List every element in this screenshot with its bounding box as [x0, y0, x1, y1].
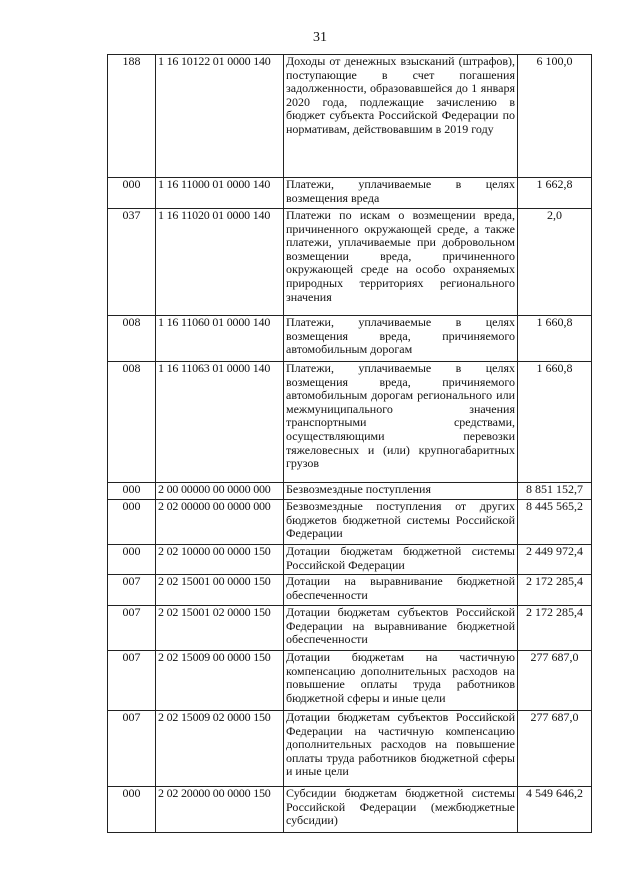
admin-code-cell: 000: [108, 545, 156, 575]
revenue-name-cell: Субсидии бюджетам бюджетной системы Российской Федерации (межбюджетные субсидии): [284, 787, 518, 833]
revenue-name-cell: Дотации бюджетам субъектов Российской Федерации на выравнивание бюджетной обеспеченности: [284, 606, 518, 651]
budget-classification-code-cell: 2 02 00000 00 0000 000: [156, 500, 284, 545]
table-row: [108, 500, 592, 545]
table-row: [108, 545, 592, 575]
admin-code-cell: 008: [108, 316, 156, 362]
budget-classification-code-cell: 2 02 15009 00 0000 150: [156, 651, 284, 711]
admin-code-cell: 000: [108, 500, 156, 545]
amount-cell: 277 687,0: [518, 651, 592, 711]
admin-code-cell: 008: [108, 362, 156, 483]
revenue-name-cell: Платежи, уплачиваемые в целях возмещения вреда: [284, 178, 518, 209]
revenue-name-cell: Дотации бюджетам бюджетной системы Российской Федерации: [284, 545, 518, 575]
budget-classification-code-cell: 2 02 10000 00 0000 150: [156, 545, 284, 575]
amount-cell: 6 100,0: [518, 55, 592, 178]
admin-code-cell: 007: [108, 606, 156, 651]
revenue-name-cell: Дотации бюджетам субъектов Российской Федерации на частичную компенсацию дополнительных расходов на повышение оплаты труда работников бюджетной сферы и иные цели: [284, 711, 518, 787]
budget-classification-code-cell: 1 16 10122 01 0000 140: [156, 55, 284, 178]
budget-classification-code-cell: 2 02 15001 02 0000 150: [156, 606, 284, 651]
admin-code-cell: 188: [108, 55, 156, 178]
budget-classification-code-cell: 2 02 15001 00 0000 150: [156, 575, 284, 606]
table-row: [108, 711, 592, 787]
table-row: [108, 362, 592, 483]
admin-code-cell: 000: [108, 483, 156, 500]
budget-classification-code-cell: 1 16 11000 01 0000 140: [156, 178, 284, 209]
admin-code-cell: 007: [108, 711, 156, 787]
budget-revenue-table: [107, 54, 592, 833]
admin-code-cell: 007: [108, 575, 156, 606]
table-row: [108, 209, 592, 316]
revenue-name-cell: Дотации на выравнивание бюджетной обеспеченности: [284, 575, 518, 606]
table-row: [108, 178, 592, 209]
revenue-name-cell: Платежи, уплачиваемые в целях возмещения вреда, причиняемого автомобильным дорогам: [284, 316, 518, 362]
amount-cell: 8 445 565,2: [518, 500, 592, 545]
revenue-name-cell: Безвозмездные поступления: [284, 483, 518, 500]
amount-cell: 8 851 152,7: [518, 483, 592, 500]
amount-cell: 277 687,0: [518, 711, 592, 787]
revenue-name-cell: Платежи по искам о возмещении вреда, причиненного окружающей среде, а также платежи, уплачиваемые при добровольном возмещении вреда, причиненного окружающей среде на особо охраняемых природных территориях регионального значения: [284, 209, 518, 316]
table-row: [108, 55, 592, 178]
table-row: [108, 606, 592, 651]
table-row: [108, 787, 592, 833]
admin-code-cell: 007: [108, 651, 156, 711]
budget-classification-code-cell: 1 16 11063 01 0000 140: [156, 362, 284, 483]
revenue-name-cell: Дотации бюджетам на частичную компенсацию дополнительных расходов на повышение оплаты труда работников бюджетной сферы и иные цели: [284, 651, 518, 711]
budget-classification-code-cell: 2 02 15009 02 0000 150: [156, 711, 284, 787]
table-row: [108, 651, 592, 711]
amount-cell: 2,0: [518, 209, 592, 316]
amount-cell: 1 660,8: [518, 316, 592, 362]
page-number: 31: [313, 30, 327, 45]
table-row: [108, 575, 592, 606]
amount-cell: 2 172 285,4: [518, 606, 592, 651]
admin-code-cell: 000: [108, 787, 156, 833]
budget-classification-code-cell: 1 16 11020 01 0000 140: [156, 209, 284, 316]
table-row: [108, 483, 592, 500]
revenue-name-cell: Доходы от денежных взысканий (штрафов), поступающие в счет погашения задолженности, образовавшейся до 1 января 2020 года, подлежащие зачислению в бюджет субъекта Российской Федерации по нормативам, действовавшим в 2019 году: [284, 55, 518, 178]
amount-cell: 1 660,8: [518, 362, 592, 483]
admin-code-cell: 037: [108, 209, 156, 316]
budget-classification-code-cell: 2 02 20000 00 0000 150: [156, 787, 284, 833]
revenue-name-cell: Платежи, уплачиваемые в целях возмещения вреда, причиняемого автомобильным дорогам регионального или межмуниципального значения транспортными средствами, осуществляющими перевозки тяжеловесных и (или) крупногабаритных грузов: [284, 362, 518, 483]
amount-cell: 2 172 285,4: [518, 575, 592, 606]
amount-cell: 4 549 646,2: [518, 787, 592, 833]
revenue-name-cell: Безвозмездные поступления от других бюджетов бюджетной системы Российской Федерации: [284, 500, 518, 545]
amount-cell: 2 449 972,4: [518, 545, 592, 575]
budget-classification-code-cell: 1 16 11060 01 0000 140: [156, 316, 284, 362]
table-row: [108, 316, 592, 362]
budget-classification-code-cell: 2 00 00000 00 0000 000: [156, 483, 284, 500]
amount-cell: 1 662,8: [518, 178, 592, 209]
admin-code-cell: 000: [108, 178, 156, 209]
